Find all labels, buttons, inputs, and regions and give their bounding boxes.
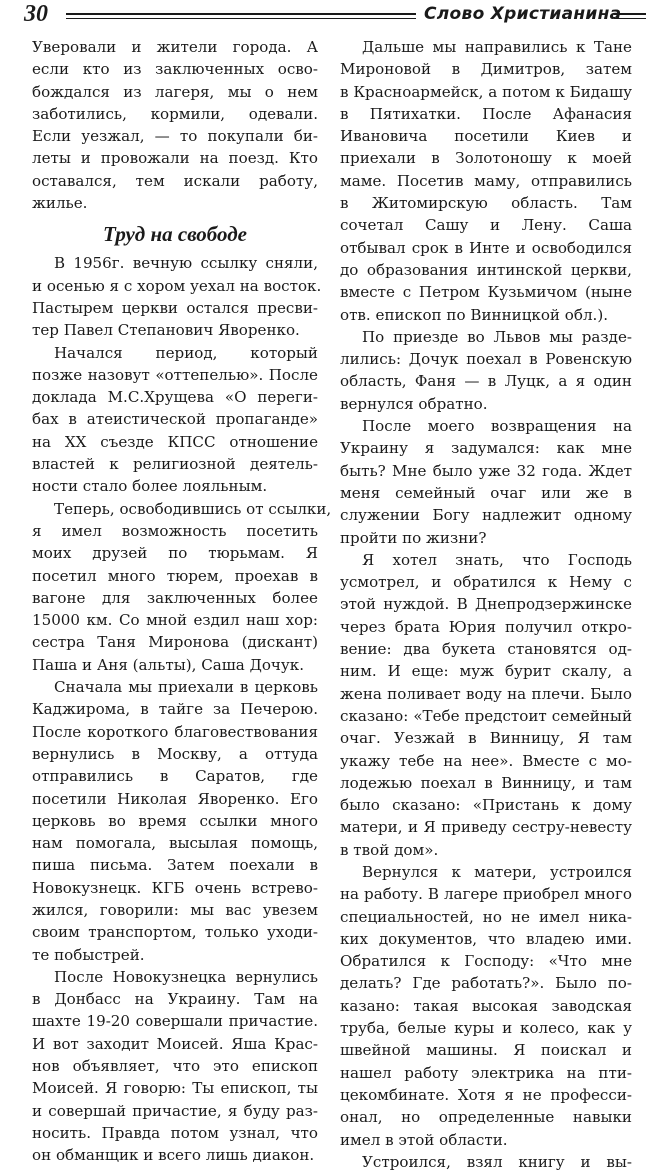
text-line: оставался, тем искали работу, bbox=[32, 171, 318, 190]
text-line: отв. епископ по Винницкой обл.). bbox=[340, 305, 609, 324]
text-line: Дальше мы направились к Тане bbox=[362, 38, 632, 56]
text-line: онал, но определенные навыки bbox=[340, 1108, 632, 1127]
text-line: швейной машины. Я поискал и bbox=[340, 1041, 632, 1060]
text-line: сестра Таня Миронова (дискант) bbox=[32, 633, 318, 652]
text-line: вернулись в Москву, а оттуда bbox=[32, 744, 318, 763]
text-line: жена поливает воду на плечи. Было bbox=[340, 684, 632, 703]
right-column bbox=[340, 36, 632, 1171]
text-line: до образования интинской церкви, bbox=[340, 260, 632, 279]
text-line: Я хотел знать, что Господь bbox=[362, 550, 632, 569]
text-line: Обратился к Господу: «Что мне bbox=[340, 952, 632, 971]
text-line: быть? Мне было уже 32 года. Ждет bbox=[340, 461, 632, 480]
text-line: После Новокузнецка вернулись bbox=[54, 967, 318, 986]
text-line: ним. И еще: муж бурит скалу, а bbox=[340, 662, 632, 681]
text-line: позже назовут «оттепелью». После bbox=[32, 365, 318, 384]
text-line: посетил много тюрем, проехав в bbox=[32, 566, 318, 585]
text-line: те побыстрей. bbox=[32, 945, 145, 964]
header-rule-thin bbox=[66, 18, 416, 19]
text-line: вение: два букета становятся од- bbox=[340, 640, 632, 659]
section-heading: Труд на свободе bbox=[103, 222, 247, 247]
text-line: По приезде во Львов мы разде- bbox=[362, 327, 632, 346]
text-line: нашел работу электрика на пти- bbox=[340, 1063, 632, 1082]
text-line: в Житомирскую область. Там bbox=[340, 194, 632, 213]
text-line: Устроился, взял книгу и вы- bbox=[362, 1152, 632, 1171]
page-header bbox=[0, 0, 654, 30]
text-line: усмотрел, и обратился к Нему с bbox=[340, 573, 632, 592]
text-line: если кто из заключенных осво- bbox=[32, 60, 318, 79]
text-line: в Красноармейск, а потом к Бидашу bbox=[340, 82, 632, 101]
text-line: и совершай причастие, я буду раз- bbox=[32, 1101, 318, 1120]
text-line: Пастырем церкви остался пресви- bbox=[32, 298, 318, 317]
text-line: Ивановича посетили Киев и bbox=[340, 127, 632, 146]
text-line: на XX съезде КПСС отношение bbox=[32, 432, 318, 451]
text-line: лились: Дочук поехал в Ровенскую bbox=[340, 350, 632, 369]
text-line: Паша и Аня (альты), Саша Дочук. bbox=[32, 655, 305, 674]
text-line: Теперь, освободившись от ссылки, bbox=[54, 499, 332, 518]
text-line: посетили Николая Яворенко. Его bbox=[32, 789, 318, 808]
text-line: я имел возможность посетить bbox=[32, 521, 318, 540]
text-line: в Донбасс на Украину. Там на bbox=[32, 990, 318, 1009]
header-rule-right-thin bbox=[614, 18, 646, 19]
text-line: пиша письма. Затем поехали в bbox=[32, 856, 318, 875]
text-line: нов объявляет, что это епископ bbox=[32, 1057, 318, 1076]
text-line: вагоне для заключенных более bbox=[32, 588, 318, 607]
text-line: маме. Посетив маму, отправились bbox=[340, 171, 632, 190]
text-line: вернулся обратно. bbox=[340, 394, 488, 413]
text-line: на работу. В лагере приобрел много bbox=[340, 885, 632, 904]
text-line: в твой дом». bbox=[340, 840, 439, 859]
text-line: Начался период, который bbox=[54, 343, 318, 362]
text-line: отправились в Саратов, где bbox=[32, 767, 318, 786]
text-line: он обманщик и всего лишь диакон. bbox=[32, 1146, 315, 1165]
text-line: пройти по жизни? bbox=[340, 528, 487, 547]
text-line: После моего возвращения на bbox=[362, 417, 632, 436]
text-line: область, Фаня — в Луцк, а я один bbox=[340, 372, 632, 391]
text-line: И вот заходит Моисей. Яша Крас- bbox=[32, 1034, 318, 1053]
left-column bbox=[32, 36, 332, 1165]
text-line: доклада М.С.Хрущева «О переги- bbox=[32, 388, 318, 407]
text-line: властей к религиозной деятель- bbox=[32, 455, 318, 474]
text-line: очаг. Уезжай в Винницу, Я там bbox=[340, 729, 632, 748]
text-line: сказано: «Тебе предстоит семейный bbox=[340, 706, 632, 725]
header-rule bbox=[66, 13, 416, 15]
text-line: бах в атеистической пропаганде» bbox=[32, 410, 318, 429]
text-line: Мироновой в Димитров, затем bbox=[340, 60, 632, 79]
text-line: служении Богу надлежит одному bbox=[340, 506, 632, 525]
text-line: делать? Где работать?». Было по- bbox=[340, 974, 632, 993]
text-line: 15000 км. Со мной ездил наш хор: bbox=[32, 611, 318, 630]
journal-title: Слово Христианина bbox=[424, 4, 622, 24]
text-line: сочетал Сашу и Лену. Саша bbox=[340, 216, 632, 235]
text-line: церковь во время ссылки много bbox=[32, 811, 318, 830]
text-line: меня семейный очаг или же в bbox=[340, 483, 632, 502]
text-line: Уверовали и жители города. А bbox=[32, 38, 318, 56]
text-line: тер Павел Степанович Яворенко. bbox=[32, 321, 300, 340]
text-line: Вернулся к матери, устроился bbox=[362, 862, 632, 881]
text-line: Украину я задумался: как мне bbox=[340, 439, 632, 458]
text-line: приехали в Золотоношу к моей bbox=[340, 149, 632, 168]
text-line: Сначала мы приехали в церковь bbox=[54, 678, 318, 697]
text-line: нам помогала, высылая помощь, bbox=[32, 834, 318, 853]
text-line: цекомбинате. Хотя я не професси- bbox=[340, 1085, 632, 1104]
text-line: жился, говорили: мы вас увезем bbox=[32, 900, 318, 919]
text-line: бождался из лагеря, мы о нем bbox=[32, 82, 318, 101]
text-line: Если уезжал, — то покупали би- bbox=[32, 127, 318, 146]
header-rule-right bbox=[614, 13, 646, 15]
text-line: матери, и Я приведу сестру-невесту bbox=[340, 818, 632, 837]
text-line: ности стало более лояльным. bbox=[32, 477, 268, 496]
text-line: специальностей, но не имел ника- bbox=[340, 907, 632, 926]
text-line: отбывал срок в Инте и освободился bbox=[340, 238, 632, 257]
text-line: заботились, кормили, одевали. bbox=[32, 104, 318, 123]
text-line: и осенью я с хором уехал на восток. bbox=[32, 276, 322, 295]
text-line: ких документов, что владею ими. bbox=[340, 929, 632, 948]
text-line: укажу тебе на нее». Вместе с мо- bbox=[340, 751, 632, 770]
text-line: своим транспортом, только уходи- bbox=[32, 923, 318, 942]
text-line: Новокузнецк. КГБ очень встревo- bbox=[32, 878, 318, 897]
text-line: вместе с Петром Кузьмичом (ныне bbox=[340, 283, 632, 302]
text-line: После короткого благовествования bbox=[32, 722, 318, 741]
text-line: через брата Юрия получил откро- bbox=[340, 617, 632, 636]
text-line: леты и провожали на поезд. Кто bbox=[32, 149, 318, 168]
text-line: этой нуждой. В Днепродзержинске bbox=[340, 595, 632, 614]
text-line: носить. Правда потом узнал, что bbox=[32, 1123, 318, 1142]
text-line: шахте 19-20 совершали причастие. bbox=[32, 1012, 318, 1031]
text-line: Моисей. Я говорю: Ты епископ, ты bbox=[32, 1079, 318, 1098]
text-line: казано: такая высокая заводская bbox=[340, 996, 632, 1015]
text-line: было сказано: «Пристань к дому bbox=[340, 796, 632, 815]
text-line: В 1956г. вечную ссылку сняли, bbox=[54, 254, 318, 273]
text-line: имел в этой области. bbox=[340, 1130, 508, 1149]
text-line: жилье. bbox=[32, 194, 88, 213]
page-number: 30 bbox=[24, 1, 48, 27]
text-line: Каджирома, в тайге за Печерою. bbox=[32, 700, 318, 719]
text-line: лодежью поехал в Винницу, и там bbox=[340, 773, 632, 792]
text-line: труба, белые куры и колесо, как у bbox=[340, 1019, 632, 1038]
text-line: моих друзей по тюрьмам. Я bbox=[32, 544, 318, 563]
text-line: в Пятихатки. После Афанасия bbox=[340, 104, 632, 123]
